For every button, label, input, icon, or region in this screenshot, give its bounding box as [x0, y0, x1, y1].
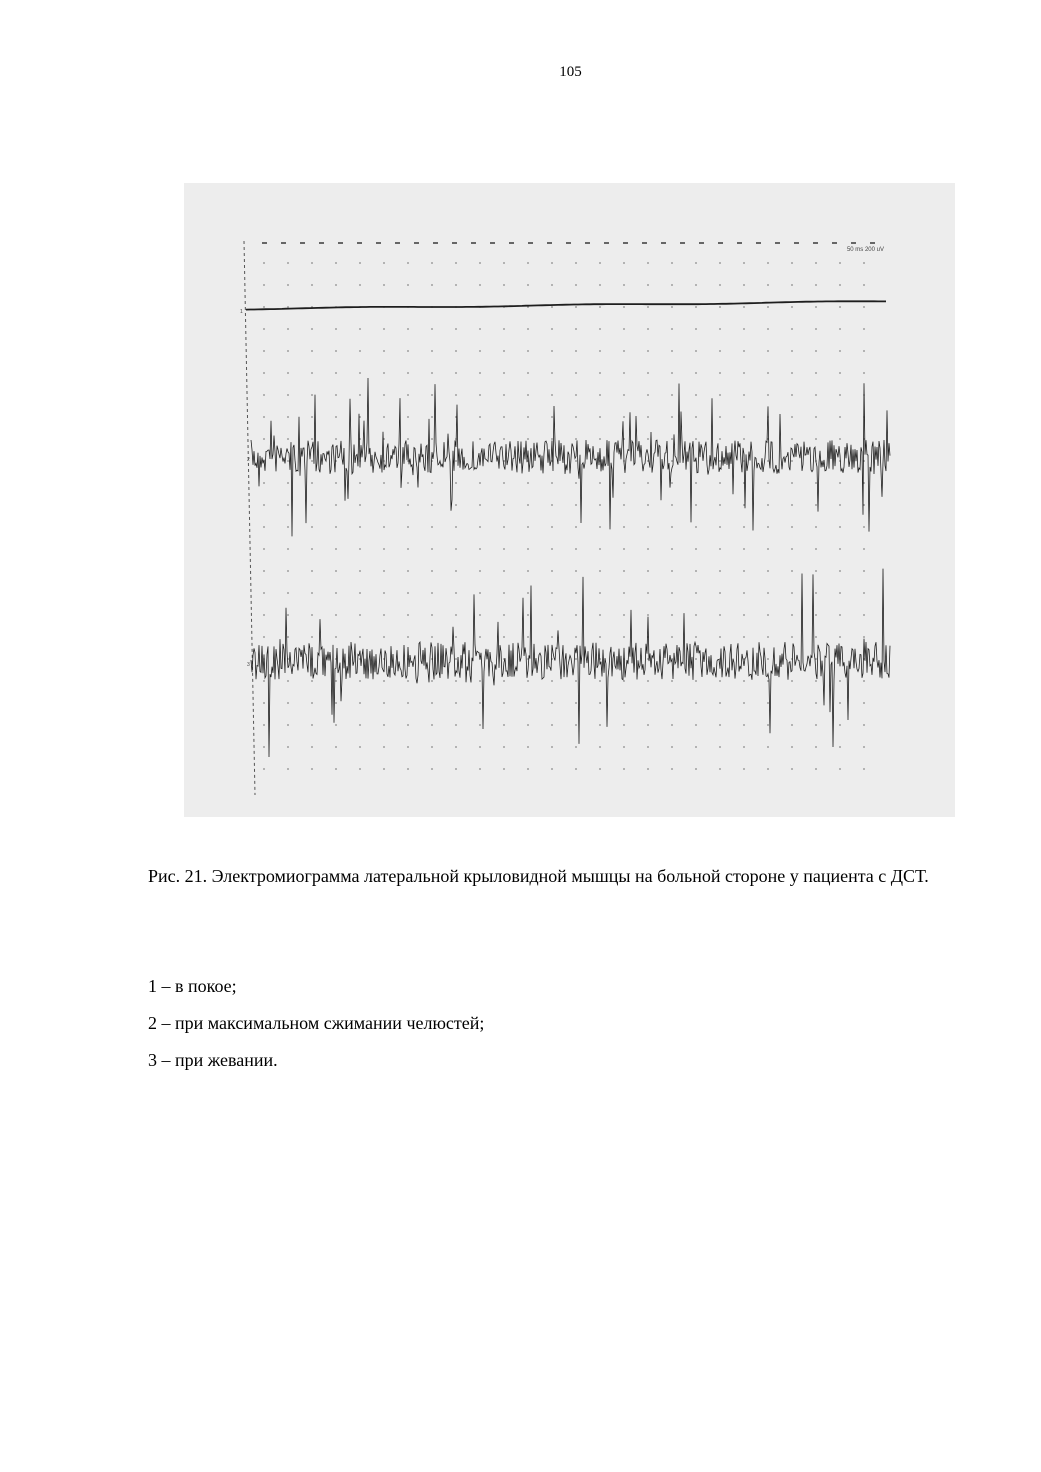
- scale-label: 50 ms 200 uV: [846, 247, 884, 253]
- emg-figure: [184, 183, 955, 817]
- figure-caption: Рис. 21. Электромиограмма латеральной крыловидной мышцы на больной стороне у пациента с ДСТ.: [148, 866, 929, 886]
- trace-chewing: [251, 569, 890, 757]
- channel-label-1: 1: [240, 309, 243, 315]
- left-axis-line: [244, 241, 255, 795]
- channel-label-2: 2: [247, 457, 250, 463]
- channel-label-3: 3: [247, 662, 250, 668]
- trace-max-clench: [251, 378, 890, 536]
- trace-rest: [246, 301, 886, 309]
- emg-chart: [184, 183, 955, 817]
- legend-item-rest: 1 – в покое;: [148, 976, 237, 996]
- figure-legend: [148, 968, 1000, 1079]
- grid-dots: [263, 262, 865, 770]
- time-scale-ticks: [262, 242, 875, 244]
- legend-item-chewing: 3 – при жевании.: [148, 1050, 278, 1070]
- page-number: 105: [559, 64, 582, 80]
- legend-item-clench: 2 – при максимальном сжимании челюстей;: [148, 1013, 485, 1033]
